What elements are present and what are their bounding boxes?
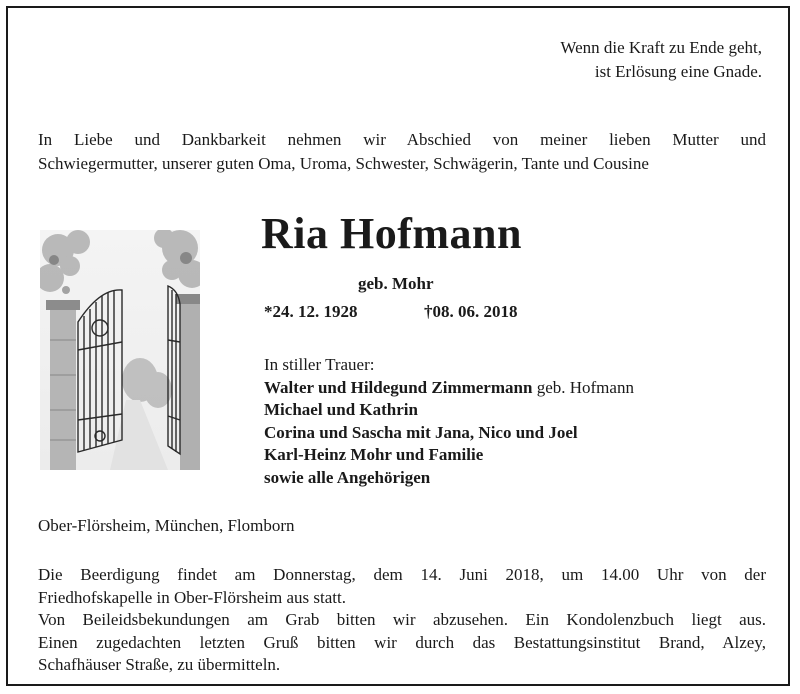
- mourner-line-5: sowie alle Angehörigen: [264, 467, 431, 487]
- mourner-line-1-bold: Walter und Hildegund Zimmermann: [264, 377, 533, 397]
- mourner-line-1-normal: geb. Hofmann: [532, 377, 634, 397]
- mourners-heading: In stiller Trauer:: [264, 355, 375, 374]
- deceased-name: Ria Hofmann: [261, 209, 522, 258]
- mourner-line-1: [264, 377, 634, 400]
- places: Ober-Flörsheim, München, Flomborn: [38, 516, 295, 535]
- mourners-list: [264, 354, 634, 489]
- life-dates: [264, 302, 518, 322]
- quote-line-1: Wenn die Kraft zu Ende geht,: [560, 38, 762, 57]
- intro-text: [38, 128, 766, 176]
- death-date: †08. 06. 2018: [424, 302, 518, 321]
- quote-line-2: ist Erlösung eine Gnade.: [594, 62, 762, 81]
- garden-gate-illustration: [40, 230, 200, 470]
- funeral-info: [38, 564, 766, 677]
- funeral-line-5: Schafhäuser Straße, zu übermitteln.: [38, 655, 281, 674]
- quote: [560, 36, 762, 84]
- funeral-line-4: Einen zugedachten letzten Gruß bitten wir durch das Bestattungsinstitut Brand, Alzey,: [38, 632, 766, 652]
- birth-date: *24. 12. 1928: [264, 302, 358, 321]
- mourner-line-3: Corina und Sascha mit Jana, Nico und Joel: [264, 422, 578, 442]
- mourner-line-4: Karl-Heinz Mohr und Familie: [264, 445, 484, 464]
- maiden-name: geb. Mohr: [358, 274, 434, 293]
- intro-line-1: In Liebe und Dankbarkeit nehmen wir Abschied von meiner lieben Mutter und: [38, 130, 766, 149]
- obituary-card: [6, 6, 790, 686]
- funeral-line-3: Von Beileidsbekundungen am Grab bitten wir abzusehen. Ein Kondolenzbuch liegt aus.: [38, 610, 766, 629]
- funeral-line-1: Die Beerdigung findet am Donnerstag, dem 14. Juni 2018, um 14.00 Uhr von der: [38, 565, 766, 584]
- mourner-line-2: Michael und Kathrin: [264, 400, 418, 419]
- intro-line-2: Schwiegermutter, unserer guten Oma, Uroma, Schwester, Schwägerin, Tante und Cousine: [38, 154, 649, 173]
- funeral-line-2: Friedhofskapelle in Ober-Flörsheim aus statt.: [38, 587, 346, 607]
